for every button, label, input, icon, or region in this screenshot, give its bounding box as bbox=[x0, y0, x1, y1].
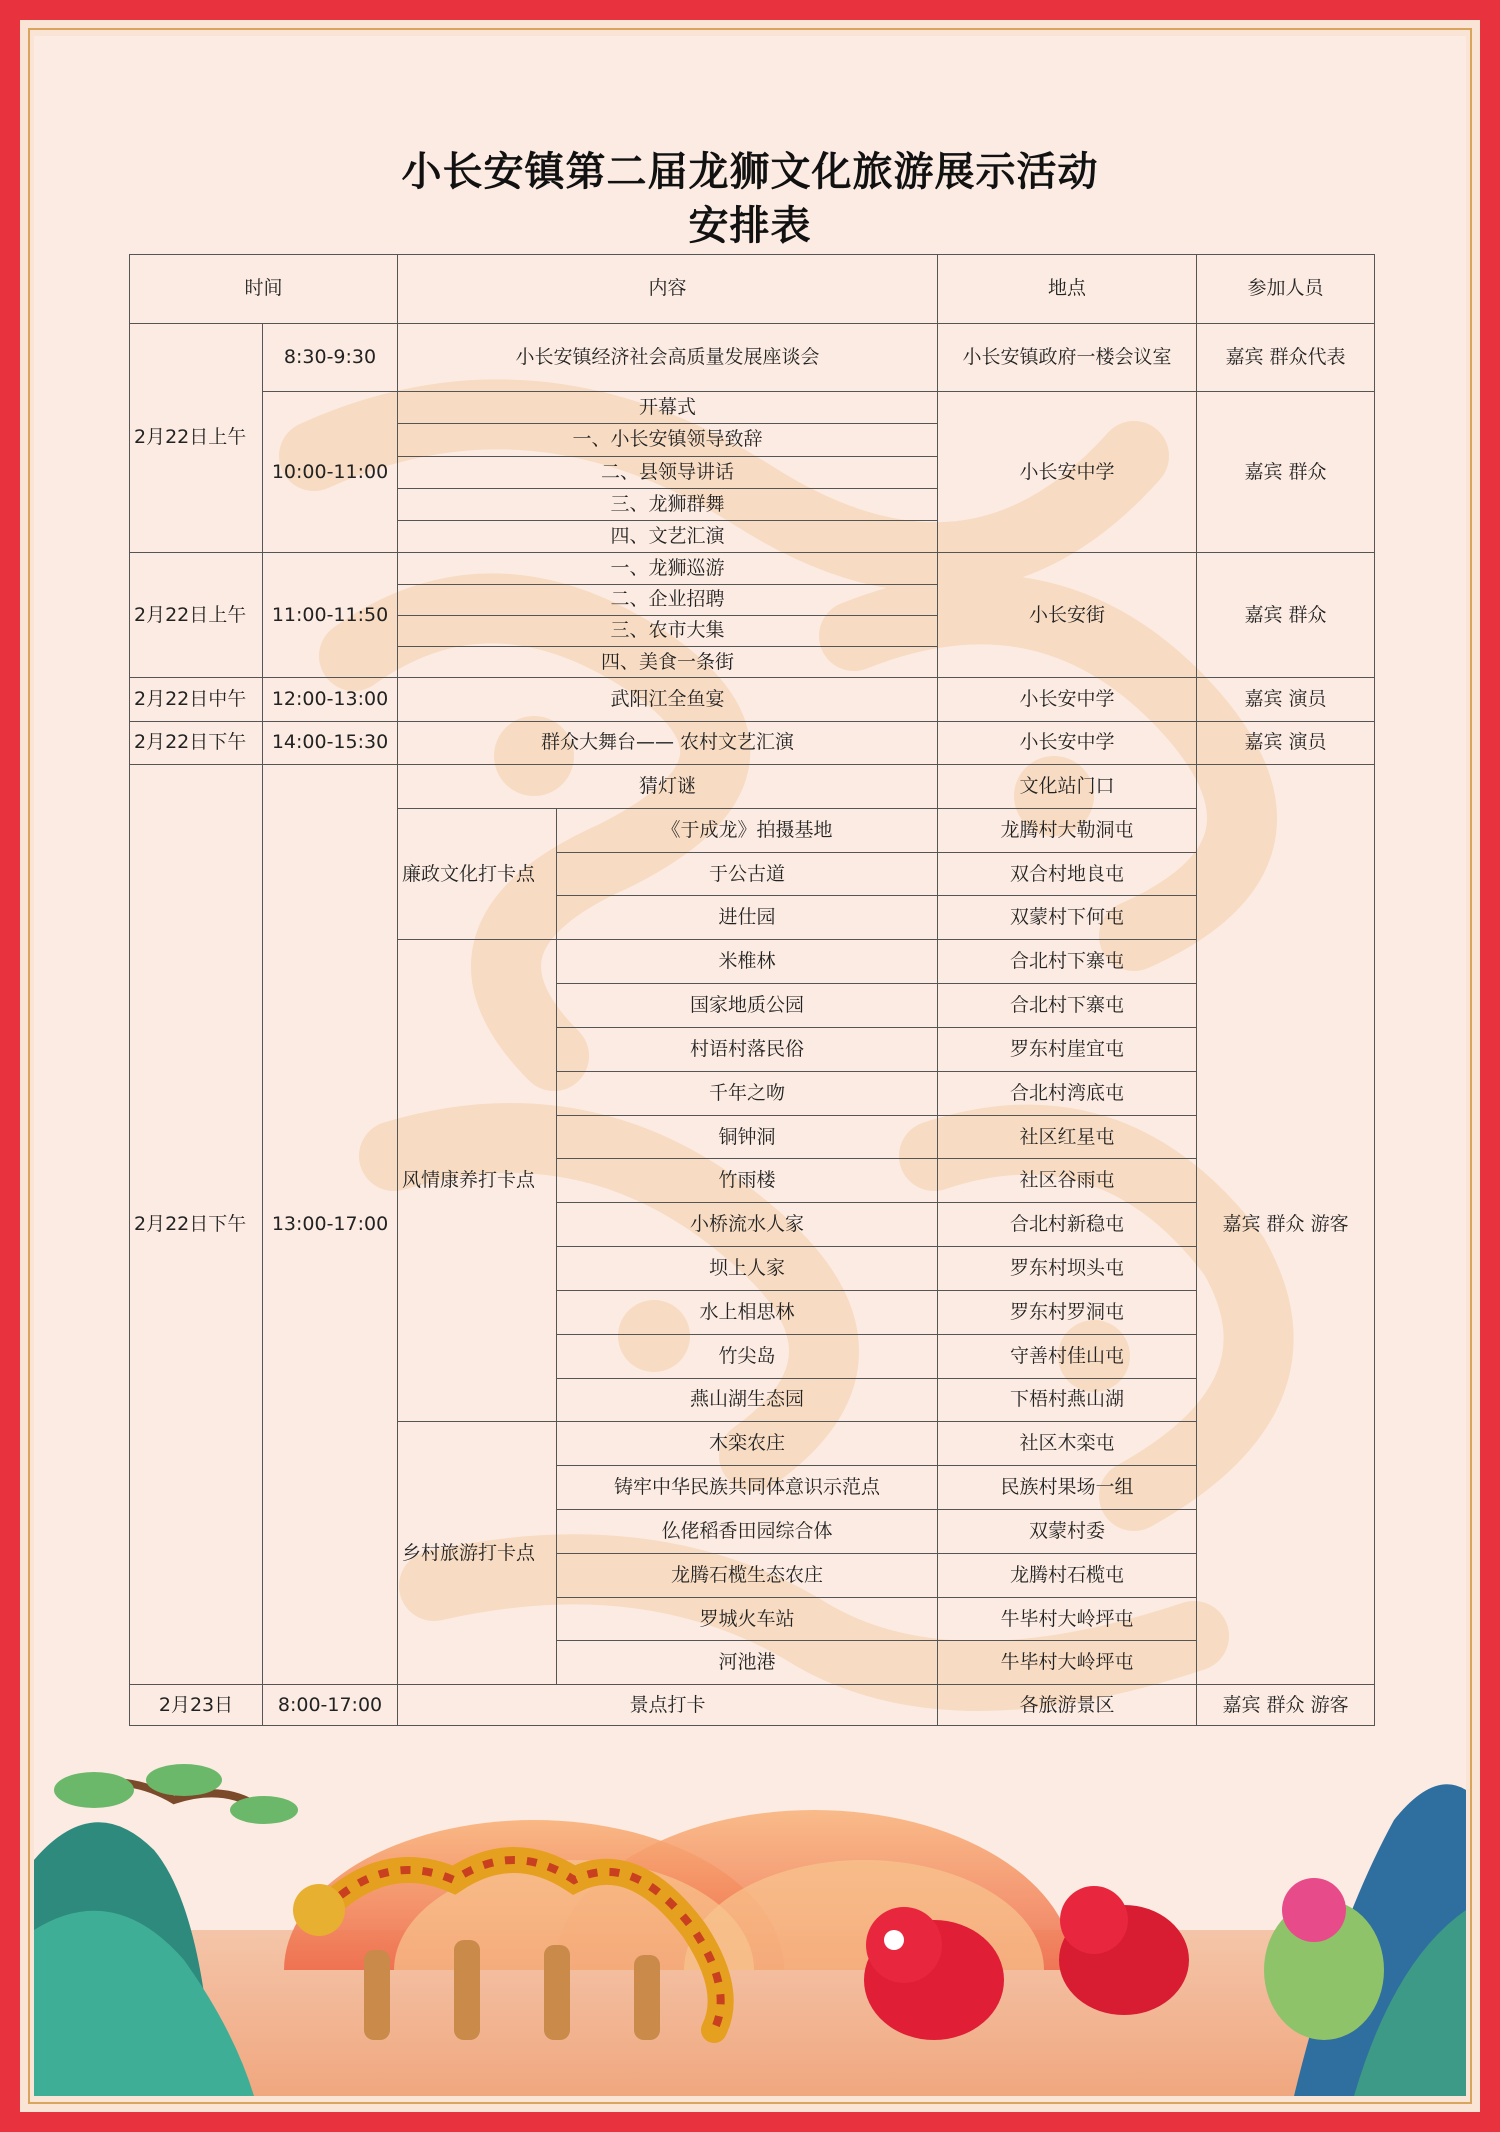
table-row bbox=[130, 323, 1375, 392]
schedule-table bbox=[129, 254, 1375, 1726]
content-cell: 水上相思林 bbox=[557, 1290, 938, 1334]
content-cell: 千年之吻 bbox=[557, 1071, 938, 1115]
people-cell: 嘉宾 演员 bbox=[1197, 678, 1375, 721]
place-cell: 社区木栾屯 bbox=[938, 1422, 1197, 1466]
content-cell: 一、龙狮巡游 bbox=[398, 553, 938, 584]
content-cell: 罗城火车站 bbox=[557, 1597, 938, 1641]
content-cell: 小长安镇经济社会高质量发展座谈会 bbox=[398, 323, 938, 392]
time-cell: 13:00-17:00 bbox=[263, 764, 398, 1684]
place-cell: 罗东村罗洞屯 bbox=[938, 1290, 1197, 1334]
content-cell: 群众大舞台—— 农村文艺汇演 bbox=[398, 721, 938, 764]
time-cell: 14:00-15:30 bbox=[263, 721, 398, 764]
place-cell: 罗东村崖宜屯 bbox=[938, 1027, 1197, 1071]
date-cell: 2月22日下午 bbox=[130, 721, 263, 764]
header-time: 时间 bbox=[130, 255, 398, 324]
content-cell: 四、文艺汇演 bbox=[398, 521, 938, 553]
content-cell: 三、龙狮群舞 bbox=[398, 488, 938, 520]
header-place: 地点 bbox=[938, 255, 1197, 324]
content-cell: 木栾农庄 bbox=[557, 1422, 938, 1466]
table-row bbox=[130, 553, 1375, 584]
table-row bbox=[130, 678, 1375, 721]
content-cell: 米椎林 bbox=[557, 940, 938, 984]
place-cell: 民族村果场一组 bbox=[938, 1466, 1197, 1510]
time-cell: 10:00-11:00 bbox=[263, 392, 398, 553]
place-cell: 小长安中学 bbox=[938, 392, 1197, 553]
place-cell: 双蒙村委 bbox=[938, 1509, 1197, 1553]
content-cell: 《于成龙》拍摄基地 bbox=[557, 808, 938, 852]
place-cell: 各旅游景区 bbox=[938, 1685, 1197, 1726]
place-cell: 小长安街 bbox=[938, 553, 1197, 678]
content-cell: 二、县领导讲话 bbox=[398, 456, 938, 488]
place-cell: 小长安中学 bbox=[938, 678, 1197, 721]
time-cell: 8:00-17:00 bbox=[263, 1685, 398, 1726]
time-cell: 8:30-9:30 bbox=[263, 323, 398, 392]
content-cell: 三、农市大集 bbox=[398, 615, 938, 646]
group-name-cell: 乡村旅游打卡点 bbox=[398, 1422, 557, 1685]
content-cell: 猜灯谜 bbox=[398, 764, 938, 808]
table-row bbox=[130, 392, 1375, 424]
festival-scene-illustration bbox=[34, 1730, 1466, 2096]
place-cell: 合北村湾底屯 bbox=[938, 1071, 1197, 1115]
people-cell: 嘉宾 群众 游客 bbox=[1197, 764, 1375, 1684]
content-cell: 竹尖岛 bbox=[557, 1334, 938, 1378]
place-cell: 龙腾村大勒洞屯 bbox=[938, 808, 1197, 852]
content-cell: 燕山湖生态园 bbox=[557, 1378, 938, 1422]
people-cell: 嘉宾 群众 游客 bbox=[1197, 1685, 1375, 1726]
content-cell: 铸牢中华民族共同体意识示范点 bbox=[557, 1466, 938, 1510]
content-cell: 一、小长安镇领导致辞 bbox=[398, 424, 938, 456]
people-cell: 嘉宾 群众代表 bbox=[1197, 323, 1375, 392]
date-cell: 2月22日中午 bbox=[130, 678, 263, 721]
place-cell: 双蒙村下何屯 bbox=[938, 896, 1197, 940]
place-cell: 文化站门口 bbox=[938, 764, 1197, 808]
place-cell: 双合村地良屯 bbox=[938, 852, 1197, 896]
content-cell: 坝上人家 bbox=[557, 1247, 938, 1291]
content-cell: 铜钟洞 bbox=[557, 1115, 938, 1159]
content-cell: 景点打卡 bbox=[398, 1685, 938, 1726]
table-header-row bbox=[130, 255, 1375, 324]
place-cell: 合北村下寨屯 bbox=[938, 984, 1197, 1028]
content-cell: 四、美食一条街 bbox=[398, 647, 938, 678]
date-cell: 2月22日上午 bbox=[130, 323, 263, 553]
page-subtitle: 安排表 bbox=[688, 203, 812, 249]
people-cell: 嘉宾 群众 bbox=[1197, 392, 1375, 553]
content-cell: 河池港 bbox=[557, 1641, 938, 1685]
place-cell: 牛毕村大岭坪屯 bbox=[938, 1641, 1197, 1685]
content-cell: 国家地质公园 bbox=[557, 984, 938, 1028]
header-people: 参加人员 bbox=[1197, 255, 1375, 324]
place-cell: 合北村新稳屯 bbox=[938, 1203, 1197, 1247]
content-cell: 小桥流水人家 bbox=[557, 1203, 938, 1247]
content-cell: 开幕式 bbox=[398, 392, 938, 424]
place-cell: 牛毕村大岭坪屯 bbox=[938, 1597, 1197, 1641]
place-cell: 罗东村坝头屯 bbox=[938, 1247, 1197, 1291]
place-cell: 下梧村燕山湖 bbox=[938, 1378, 1197, 1422]
place-cell: 社区红星屯 bbox=[938, 1115, 1197, 1159]
time-cell: 12:00-13:00 bbox=[263, 678, 398, 721]
place-cell: 小长安镇政府一楼会议室 bbox=[938, 323, 1197, 392]
place-cell: 社区谷雨屯 bbox=[938, 1159, 1197, 1203]
place-cell: 守善村佳山屯 bbox=[938, 1334, 1197, 1378]
time-cell: 11:00-11:50 bbox=[263, 553, 398, 678]
content-cell: 于公古道 bbox=[557, 852, 938, 896]
date-cell: 2月22日下午 bbox=[130, 764, 263, 1684]
group-name-cell: 风情康养打卡点 bbox=[398, 940, 557, 1422]
people-cell: 嘉宾 演员 bbox=[1197, 721, 1375, 764]
place-cell: 小长安中学 bbox=[938, 721, 1197, 764]
content-cell: 武阳江全鱼宴 bbox=[398, 678, 938, 721]
group-name-cell: 廉政文化打卡点 bbox=[398, 808, 557, 939]
date-cell: 2月23日 bbox=[130, 1685, 263, 1726]
people-cell: 嘉宾 群众 bbox=[1197, 553, 1375, 678]
table-row bbox=[130, 764, 1375, 808]
date-cell: 2月22日上午 bbox=[130, 553, 263, 678]
content-cell: 村语村落民俗 bbox=[557, 1027, 938, 1071]
content-cell: 进仕园 bbox=[557, 896, 938, 940]
content-cell: 仫佬稻香田园综合体 bbox=[557, 1509, 938, 1553]
page-title: 小长安镇第二届龙狮文化旅游展示活动 bbox=[401, 149, 1099, 195]
content-cell: 二、企业招聘 bbox=[398, 584, 938, 615]
content-cell: 龙腾石榄生态农庄 bbox=[557, 1553, 938, 1597]
table-row bbox=[130, 1685, 1375, 1726]
table-row bbox=[130, 721, 1375, 764]
content-cell: 竹雨楼 bbox=[557, 1159, 938, 1203]
header-content: 内容 bbox=[398, 255, 938, 324]
place-cell: 龙腾村石榄屯 bbox=[938, 1553, 1197, 1597]
place-cell: 合北村下寨屯 bbox=[938, 940, 1197, 984]
